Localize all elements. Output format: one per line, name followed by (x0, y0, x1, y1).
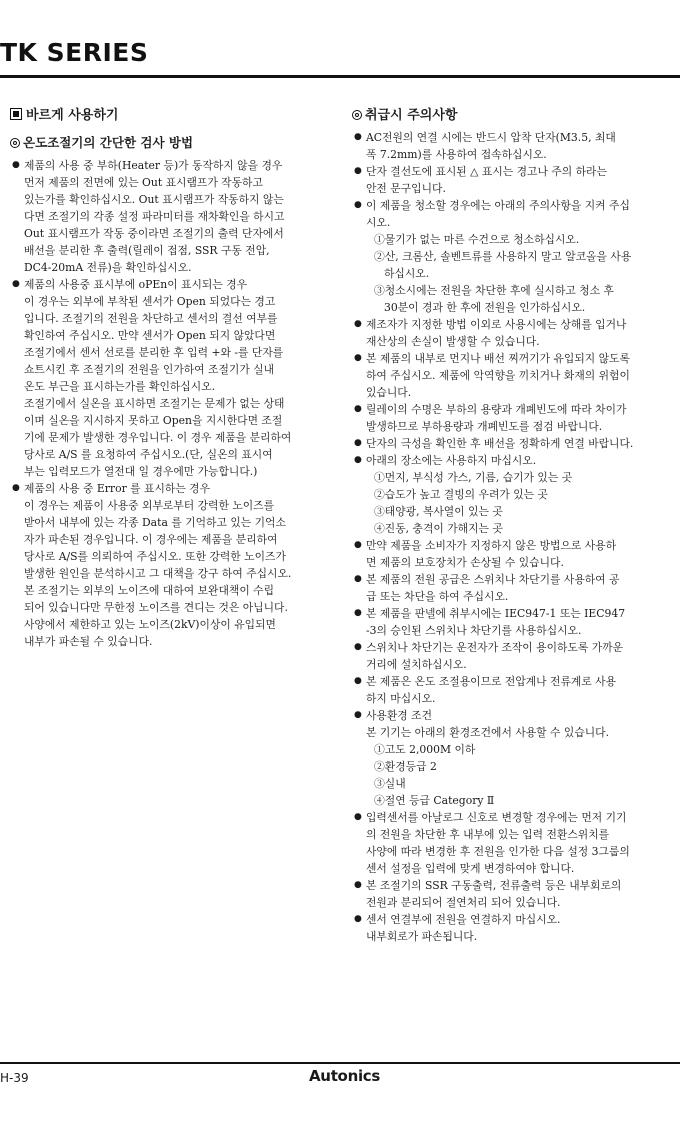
right-column (352, 104, 670, 945)
list-item (10, 157, 332, 276)
item-line: -3의 승인된 스위치나 차단기를 사용하십시오. (366, 624, 582, 637)
item-line: 급 또는 차단을 하여 주십시오. (366, 590, 509, 603)
item-line: 당사로 A/S 를 요청하여 주십시오.(단, 실온의 표시여 (24, 448, 273, 461)
item-line: ④진동, 충격이 가해지는 곳 (374, 522, 503, 535)
bullet-icon: ● (354, 880, 362, 890)
item-line: 받아서 내부에 있는 각종 Data 를 기억하고 있는 기억소 (24, 516, 286, 529)
list-item (352, 809, 670, 877)
item-line: 제조자가 지정한 방법 이외로 사용시에는 상해를 입거나 (366, 318, 627, 331)
item-line: 있습니다. (366, 386, 412, 399)
item-line: 단자의 극성을 확인한 후 배선을 정확하게 연결 바랍니다. (366, 437, 634, 450)
item-line: 안전 문구입니다. (366, 182, 446, 195)
item-line: 온도 부근을 표시하는가를 확인하십시오. (24, 380, 216, 393)
item-line: 만약 제품을 소비자가 지정하지 않은 방법으로 사용하 (366, 539, 617, 552)
bullet-icon: ● (12, 279, 20, 289)
item-line: 이 경우는 제품이 사용중 외부로부터 강력한 노이즈를 (24, 499, 275, 512)
item-line: 제품의 사용중 표시부에 oPEn이 표시되는 경우 (24, 278, 248, 291)
list-item (10, 480, 332, 650)
brand-logo: Autonics (309, 1067, 381, 1085)
item-line: 당사로 A/S를 의뢰하여 주십시오. 또한 강력한 노이즈가 (24, 550, 286, 563)
item-line: 조절기에서 센서 선로를 분리한 후 입력 +와 -를 단자를 (24, 346, 284, 359)
item-line: 하여 주십시오. 제품에 악역향을 끼치거나 화재의 위험이 (366, 369, 630, 382)
item-line: 내부회로가 파손됩니다. (366, 930, 478, 943)
list-item (352, 605, 670, 639)
list-item (352, 129, 670, 163)
item-line: 확인하여 주십시오. 만약 센서가 Open 되지 않았다면 (24, 329, 276, 342)
bullet-icon: ● (354, 319, 362, 329)
item-line: 본 제품의 전원 공급은 스위치나 차단기를 사용하여 공 (366, 573, 620, 586)
item-line: ①물기가 없는 마른 수건으로 청소하십시오. (374, 233, 580, 246)
item-line: 본 조절기의 SSR 구동출력, 전류출력 등은 내부회로의 (366, 879, 622, 892)
item-line: 사양에서 제한하고 있는 노이즈(2kV)이상이 유입되면 (24, 618, 276, 631)
series-title: TK SERIES (0, 38, 149, 67)
cautions-list (352, 129, 670, 945)
item-line: 센서 설정을 입력에 맞게 변경하여야 합니다. (366, 862, 575, 875)
footer-rule (0, 1062, 680, 1064)
item-line: 전원과 분리되어 절연처리 되어 있습니다. (366, 896, 561, 909)
list-item (352, 316, 670, 350)
item-line: ③청소시에는 전원을 차단한 후에 실시하고 청소 후 (374, 284, 614, 297)
left-column (10, 104, 332, 650)
list-item (352, 197, 670, 316)
item-line: ③태양광, 복사열이 있는 곳 (374, 505, 503, 518)
list-item (352, 452, 670, 537)
list-item (352, 877, 670, 911)
item-line: 이 경우는 외부에 부착된 센서가 Open 되었다는 경고 (24, 295, 276, 308)
page-number: H-39 (0, 1071, 29, 1085)
list-item (352, 911, 670, 945)
item-line: 내부가 파손될 수 있습니다. (24, 635, 153, 648)
square-bullet-icon (10, 108, 22, 120)
item-line: 의 전원을 차단한 후 내부에 있는 입력 전환스위치를 (366, 828, 610, 841)
header-rule (0, 75, 680, 78)
list-item (352, 639, 670, 673)
item-line: 배선을 분리한 후 출력(릴레이 접점, SSR 구동 전압, (24, 244, 270, 257)
section-heading-cautions (352, 104, 670, 123)
bullet-icon: ● (354, 608, 362, 618)
bullet-icon: ● (354, 132, 362, 142)
section-heading-text: 취급시 주의사항 (365, 108, 458, 123)
item-line: 자가 파손된 경우입니다. 이 경우에는 제품을 분리하여 (24, 533, 278, 546)
list-item (352, 350, 670, 401)
item-line: ③실내 (374, 777, 406, 790)
item-line: 본 제품은 온도 조절용이므로 전압계나 전류계로 사용 (366, 675, 617, 688)
item-line: 쇼트시킨 후 조절기의 전원을 인가하여 조절기가 실내 (24, 363, 275, 376)
item-line: 다면 조절기의 각종 설정 파라미터를 재차확인을 하시고 (24, 210, 285, 223)
item-line: 제품의 사용 중 Error 를 표시하는 경우 (24, 482, 211, 495)
bullet-icon: ● (354, 642, 362, 652)
item-line: 기에 문제가 발생한 경우입니다. 이 경우 제품을 분리하여 (24, 431, 292, 444)
bullet-icon: ● (354, 455, 362, 465)
bullet-icon: ● (354, 676, 362, 686)
item-line: 발생한 원인을 분석하시고 그 대책을 강구 하여 주십시오. (24, 567, 292, 580)
item-line: ②환경등급 2 (374, 760, 437, 773)
sub-heading-text: 온도조절기의 간단한 검사 방법 (23, 135, 194, 150)
item-line: DC4-20mA 전류)을 확인하십시오. (24, 261, 192, 274)
item-line: 이 제품을 청소할 경우에는 아래의 주의사항을 지켜 주십 (366, 199, 630, 212)
item-line: 먼저 제품의 전면에 있는 Out 표시램프가 작동하고 (24, 176, 263, 189)
item-line: ④절연 등급 Category Ⅱ (374, 794, 495, 807)
bullet-icon: ● (354, 574, 362, 584)
list-item (352, 707, 670, 809)
bullet-icon: ● (354, 540, 362, 550)
list-item (352, 401, 670, 435)
item-line: 시오. (366, 216, 391, 229)
item-line: 스위치나 차단기는 운전자가 조작이 용이하도록 가까운 (366, 641, 624, 654)
item-line: 본 제품의 내부로 먼지나 배선 찌꺼기가 유입되지 않도록 (366, 352, 630, 365)
section-heading-usage (10, 104, 332, 123)
item-line: 입니다. 조절기의 전원을 차단하고 센서의 결선 여부를 (24, 312, 278, 325)
item-line: 센서 연결부에 전원을 연결하지 마십시오. (366, 913, 561, 926)
item-line: AC전원의 연결 시에는 반드시 압착 단자(M3.5, 최대 (366, 131, 616, 144)
item-line: Out 표시램프가 작동 중이라면 조절기의 출력 단자에서 (24, 227, 284, 240)
item-line: 면 제품의 보호장치가 손상될 수 있습니다. (366, 556, 564, 569)
item-line: 입력센서를 아날로그 신호로 변경할 경우에는 먼저 기기 (366, 811, 627, 824)
bullet-icon: ● (354, 200, 362, 210)
item-line: 본 제품을 판넬에 취부시에는 IEC947-1 또는 IEC947 (366, 607, 626, 620)
item-line: 단자 결선도에 표시된 △ 표시는 경고나 주의 하라는 (366, 165, 607, 178)
item-line: 발생하므로 부하용량과 개폐빈도를 점검 바랍니다. (366, 420, 603, 433)
item-line: 아래의 장소에는 사용하지 마십시오. (366, 454, 537, 467)
section-heading-text: 바르게 사용하기 (26, 108, 119, 123)
item-line: 제품의 사용 중 부하(Heater 등)가 동작하지 않을 경우 (24, 159, 283, 172)
item-line: 하십시오. (384, 267, 430, 280)
item-line: 본 조절기는 외부의 노이즈에 대하여 보완대책이 수립 (24, 584, 275, 597)
item-line: 폭 7.2mm)를 사용하여 접속하십시오. (366, 148, 547, 161)
item-line: 재산상의 손실이 발생할 수 있습니다. (366, 335, 540, 348)
item-line: 30분이 경과 한 후에 전원을 인가하십시오. (384, 301, 586, 314)
item-line: 본 기기는 아래의 환경조건에서 사용할 수 있습니다. (366, 726, 610, 739)
bullet-icon: ● (12, 483, 20, 493)
item-line: 사양에 따라 변경한 후 전원을 인가한 다음 설정 3그룹의 (366, 845, 630, 858)
bullet-icon: ● (354, 353, 362, 363)
bullet-icon: ● (354, 166, 362, 176)
list-item (352, 163, 670, 197)
item-line: ①먼지, 부식성 가스, 기름, 습기가 있는 곳 (374, 471, 573, 484)
item-line: 이며 실온을 지시하지 못하고 Open을 지시한다면 조절 (24, 414, 283, 427)
item-line: ②산, 크롬산, 솔벤트류를 사용하지 말고 알코올을 사용 (374, 250, 632, 263)
inspection-list (10, 157, 332, 650)
item-line: 조절기에서 실온을 표시하면 조절기는 문제가 없는 상태 (24, 397, 285, 410)
list-item (10, 276, 332, 480)
double-circle-icon (10, 138, 20, 148)
item-line: ②습도가 높고 결빙의 우려가 있는 곳 (374, 488, 548, 501)
bullet-icon: ● (354, 710, 362, 720)
item-line: 릴레이의 수명은 부하의 용량과 개폐빈도에 따라 차이가 (366, 403, 627, 416)
list-item (352, 571, 670, 605)
double-circle-icon (352, 110, 362, 120)
item-line: 거리에 설치하십시오. (366, 658, 467, 671)
sub-heading-inspection (10, 133, 332, 151)
item-line: 사용환경 조건 (366, 709, 433, 722)
item-line: 부는 입력모드가 열전대 일 경우에만 가능합니다.) (24, 465, 258, 478)
bullet-icon: ● (12, 160, 20, 170)
bullet-icon: ● (354, 438, 362, 448)
bullet-icon: ● (354, 812, 362, 822)
item-line: ①고도 2,000M 이하 (374, 743, 476, 756)
list-item (352, 435, 670, 452)
bullet-icon: ● (354, 404, 362, 414)
list-item (352, 537, 670, 571)
item-line: 하지 마십시오. (366, 692, 436, 705)
bullet-icon: ● (354, 914, 362, 924)
item-line: 되어 있습니다만 무한정 노이즈를 견디는 것은 아닙니다. (24, 601, 288, 614)
list-item (352, 673, 670, 707)
item-line: 있는가를 확인하십시오. Out 표시램프가 작동하지 않는 (24, 193, 284, 206)
